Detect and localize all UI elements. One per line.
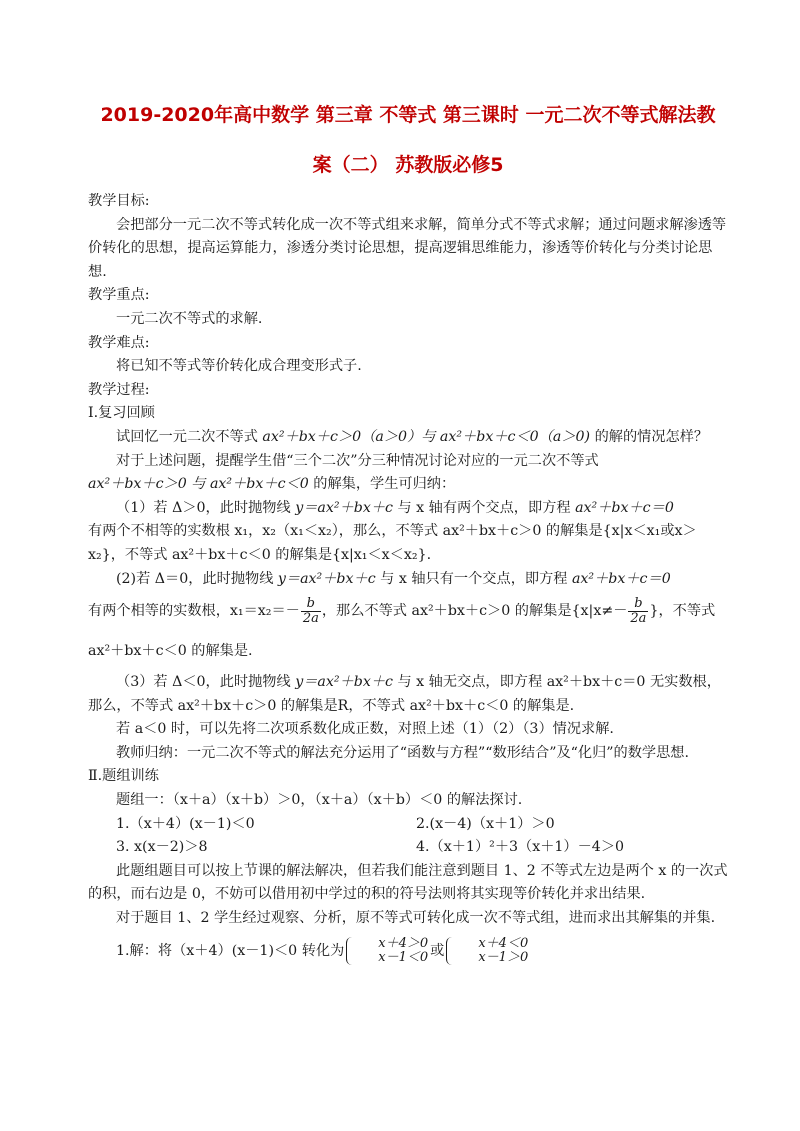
problem-3: 3. x(x－2)＞8	[116, 839, 208, 856]
fraction-numerator: b	[301, 597, 321, 612]
negative-a-note: 若 a＜0 时，可以先将二次项系数化成正数，对照上述（1）（2）（3）情况求解.	[116, 721, 614, 738]
case-2	[88, 568, 728, 592]
case3-label: （3）若 Δ＜0，此时抛物线	[116, 674, 296, 691]
case-3	[88, 671, 728, 718]
solution-prefix: 1.解：将（x＋4）(x－1)＜0 转化为	[116, 942, 345, 959]
case2-text: 与 x 轴只有一个交点，即方程	[375, 570, 572, 587]
document-title	[88, 90, 728, 190]
case3-parabola: y＝ax²＋bx＋c	[295, 674, 393, 691]
hint-inequalities: ax²＋bx＋c＞0 与 ax²＋bx＋c＜0	[88, 476, 309, 493]
system1-line2: x－1＜0	[378, 949, 429, 965]
difficulty-body: 将已知不等式等价转化成合理变形式子.	[116, 358, 362, 375]
review-hint-2	[88, 473, 728, 497]
inequality-system-1	[346, 937, 428, 965]
problems-row-2	[88, 836, 728, 860]
difficulty-heading: 教学难点:	[88, 334, 150, 351]
review-question	[88, 426, 728, 450]
group-note: 此题组题目可以按上节课的解法解决，但若我们能注意到题目 1、2 不等式左边是两个 x 的一次式的积，而右边是 0，不妨可以借用初中学过的积的符号法则将其实现等价转化并求出结果.	[88, 862, 728, 903]
section2-heading: Ⅱ.题组训练	[88, 768, 159, 785]
case2-parabola: y＝ax²＋bx＋c	[277, 570, 376, 587]
hint-text-b: 的解集，学生可归纳：	[308, 476, 456, 493]
case1-text: 与 x 轴有两个交点，即方程	[392, 499, 576, 516]
case1-equation: ax²＋bx＋c＝0	[575, 499, 674, 516]
solution-1	[88, 931, 728, 971]
title-line-1: 2019-2020年高中数学 第三章 不等式 第三课时 一元二次不等式解法教	[100, 104, 716, 126]
case1-parabola: y＝ax²＋bx＋c	[295, 499, 393, 516]
review-inequality: ax²＋bx＋c＞0（a＞0）与 ax²＋bx＋c＜0（a＞0)	[262, 428, 591, 445]
case3-text: 与 x 轴无交点，即方程 ax²＋bx＋c＝0 无实数根，那么，不等式 ax²＋bx＋c＞0 的解集是R，不等式 ax²＋bx＋c＜0 的解集是.	[88, 674, 721, 714]
problem-2: 2.(x－4)（x＋1）＞0	[416, 815, 555, 832]
fraction-b-over-2a-2	[628, 597, 648, 626]
review-hint	[88, 450, 728, 474]
case2-roots-text: 有两个相等的实数根，x₁＝x₂＝－	[88, 603, 300, 620]
system2-line1: x＋4＜0	[478, 935, 529, 951]
group-note-2: 对于题目 1、2 学生经过观察、分析，原不等式可转化成一次不等式组，进而求出其解集的并集.	[116, 910, 716, 927]
review-text-a: 试回忆一元二次不等式	[116, 428, 263, 445]
case2-solution-text: ，那么不等式 ax²＋bx＋c＞0 的解集是{x|x≠－	[321, 603, 628, 620]
case1-label: （1）若 Δ＞0，此时抛物线	[116, 499, 296, 516]
problem-4: 4.（x＋1）²＋3（x＋1）－4＞0	[416, 839, 625, 856]
system2-line2: x－1＞0	[478, 949, 529, 965]
hint-text: 对于上述问题，提醒学生借“三个二次”分三种情况讨论对应的一元二次不等式	[116, 452, 599, 469]
fraction-b-over-2a	[301, 597, 321, 626]
case-1	[88, 497, 728, 568]
teacher-summary: 教师归纳：一元二次不等式的解法充分运用了“函数与方程”“数形结合”及“化归”的数学思想.	[116, 744, 689, 761]
document-page	[88, 90, 728, 971]
or-word: 或	[430, 942, 445, 959]
objectives-body: 会把部分一元二次不等式转化成一次不等式组来求解，简单分式不等式求解；通过问题求解渗透等价转化的思想，提高运算能力，渗透分类讨论思想，提高逻辑思维能力，渗透等价转化与分类讨论思想.	[88, 216, 727, 280]
review-text-b: 的解的情况怎样？	[590, 428, 709, 445]
case2-equation: ax²＋bx＋c＝0	[571, 570, 671, 587]
fraction-denominator-2: 2a	[630, 610, 647, 626]
key-point-heading: 教学重点:	[88, 287, 150, 304]
fraction-numerator-2: b	[628, 597, 648, 612]
case1-tail: 有两个不相等的实数根 x₁，x₂（x₁＜x₂），那么，不等式 ax²＋bx＋c＞0 的解集是{x|x＜x₁或x＞x₂}，不等式 ax²＋bx＋c＜0 的解集是{x|x₁＜x＜x₂}.	[88, 523, 697, 563]
section1-heading: Ⅰ.复习回顾	[88, 405, 155, 422]
group-1-title: 题组一：（x＋a）（x＋b）＞0，（x＋a）（x＋b）＜0 的解法探讨.	[116, 792, 523, 809]
inequality-system-2	[446, 937, 528, 965]
fraction-denominator: 2a	[302, 610, 319, 626]
system1-line1: x＋4＞0	[378, 935, 429, 951]
case2-label: (2)若 Δ＝0，此时抛物线	[116, 570, 278, 587]
problems-row-1	[88, 813, 728, 837]
case-2-roots	[88, 591, 728, 671]
process-heading: 教学过程:	[88, 381, 150, 398]
problem-1: 1.（x＋4）(x－1)＜0	[116, 815, 255, 832]
case2-tail: }，不等式 ax²＋bx＋c＜0 的解集是.	[88, 603, 716, 660]
title-line-2: 案（二） 苏教版必修5	[312, 154, 504, 176]
objectives-heading: 教学目标:	[88, 193, 150, 209]
key-point-body: 一元二次不等式的求解.	[116, 310, 263, 327]
